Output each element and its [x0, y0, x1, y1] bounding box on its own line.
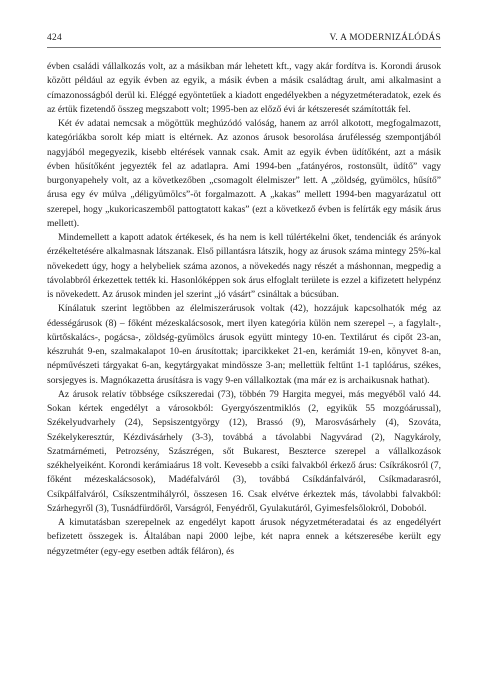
- running-header: [47, 33, 441, 48]
- paragraph-4: Kínálatuk szerint legtöbben az élelmiszerárusok voltak (42), hozzájuk kapcsolhatók még az édességárusok (8) – főként mézeskalácsosok, mert ilyen kategória külön nem szerepel –, a fagylalt-, kürtőskalács-, pogácsa-, zöldség-gyümölcs árusok együtt mintegy 10-en. Textilárut és cipőt 23-an, készruhát 9-en, szalmakalapot 10-en árusítottak; iparcikkeket 21-en, kerámiát 19-en, könyvet 8-an, népművészeti tárgyakat 6-an, kegytárgyakat mindössze 3-an; mellettük feltűnt 1-1 taplóárus, székes, sorsjegyes is. Magnókazetta árusításra is vagy 9-en vállalkoztak (ma már ez is archaikusnak hathat).: [47, 303, 441, 386]
- chapter-title: V. A MODERNIZÁLÓDÁS: [329, 33, 441, 43]
- paragraph-2: Két év adatai nemcsak a mögöttük meghúzódó valóság, hanem az arról alkotott, megfogalmazott, kategóriákba sorolt kép miatt is eltérnek. Az azonos árusok besorolása árufélesség szempontjából nagyjából megegyezik, kisebb eltérések vannak csak. Amit az egyik évben üdítőként, azt a másik évben hűsítőként jegyezték fel az adatlapra. Ami 1994-ben „fatányéros, rostonsült, üdítő” vagy burgonyapehely volt, az a következőben „csomagolt élelmiszer” lett. A „zöldség, gyümölcs, hűsítő” árusa egy év múlva „déligyümölcs”-öt forgalmazott. A „kakas” mellett 1994-ben magyarázatul ott szerepel, hogy „kukoricaszemből pattogtatott kakas” (ezt a következő évben is felírták egy másik árus mellett).: [47, 118, 441, 229]
- paragraph-1: évben családi vállalkozás volt, az a másikban már lehetett kft., vagy akár fordítva is. Korondi árusok között például az egyik évben az egyik, a másik évben a másik családtag árult, ami alkalmasint a címazonosságból derül ki. Eléggé egyöntetűek a kiadott engedélyekben a négyzetméteradatok, ezek és az értük fizetendő összeg megszabott volt; 1995-ben az előző évi ár kétszeresét számították fel.: [47, 61, 441, 115]
- paragraph-5: Az árusok relatív többsége csíkszeredai (73), többén 79 Hargita megyei, más megyéből való 44. Sokan kértek engedélyt a városokból: Gyergyószentmiklós (2, egyikük 55 mozgóárussal), Székelyudvarhely (24), Sepsiszentgyörgy (12), Brassó (9), Marosvásárhely (4), Szováta, Székelykeresztúr, Kézdivásárhely (3-3), továbbá a távolabbi Nagyvárad (2), Nagykároly, Szatmárnémeti, Petrozsény, Szászrégen, sőt Bukarest, Beszterce szerepel a vállalkozások székhelyeiként. Korondi kerámiaárus 18 volt. Kevesebb a csíki falvakból érkező árus: Csíkrákosról (7, főként mézeskalácsosok), Madéfalváról (3), továbbá Csíkdánfalváról, Csíkmadarasról, Csíkpálfalváról, Csíkszentmihályról, összesen 16. Csak elvétve érkeztek más, távolabbi falvakból: Szárhegyről (3), Tusnádfürdőről, Varságról, Fenyédről, Gyulakutáról, Gyimesfelsőlokról, Doboból.: [47, 388, 441, 514]
- paragraph-3: Mindemellett a kapott adatok értékesek, és ha nem is kell túlértékelni őket, tendenciák és arányok érzékeltetésére alkalmasnak látszanak. Első pillantásra látszik, hogy az árusok száma mintegy 25%-kal növekedett úgy, hogy a helybeliek száma azonos, a növekedés nagy részét a máshonnan, megpedig a távolabbról érkezettek tették ki. Hasonlóképpen sok árus elfoglalt területe is ezzel a kifizetett helypénz is növekedett. Az árusok minden jel szerint „jó vásárt” csináltak a búcsúban.: [47, 232, 441, 300]
- body-text: [47, 60, 441, 559]
- paragraph-6: A kimutatásban szerepelnek az engedélyt kapott árusok négyzetméteradatai és az engedélyért befizetett összegek is. Általában napi 2000 lejbe, két napra ennek a kétszeresébe került egy négyzetméter (egy-egy esetben adták féláron), és: [47, 517, 441, 557]
- page-number: 424: [47, 33, 62, 43]
